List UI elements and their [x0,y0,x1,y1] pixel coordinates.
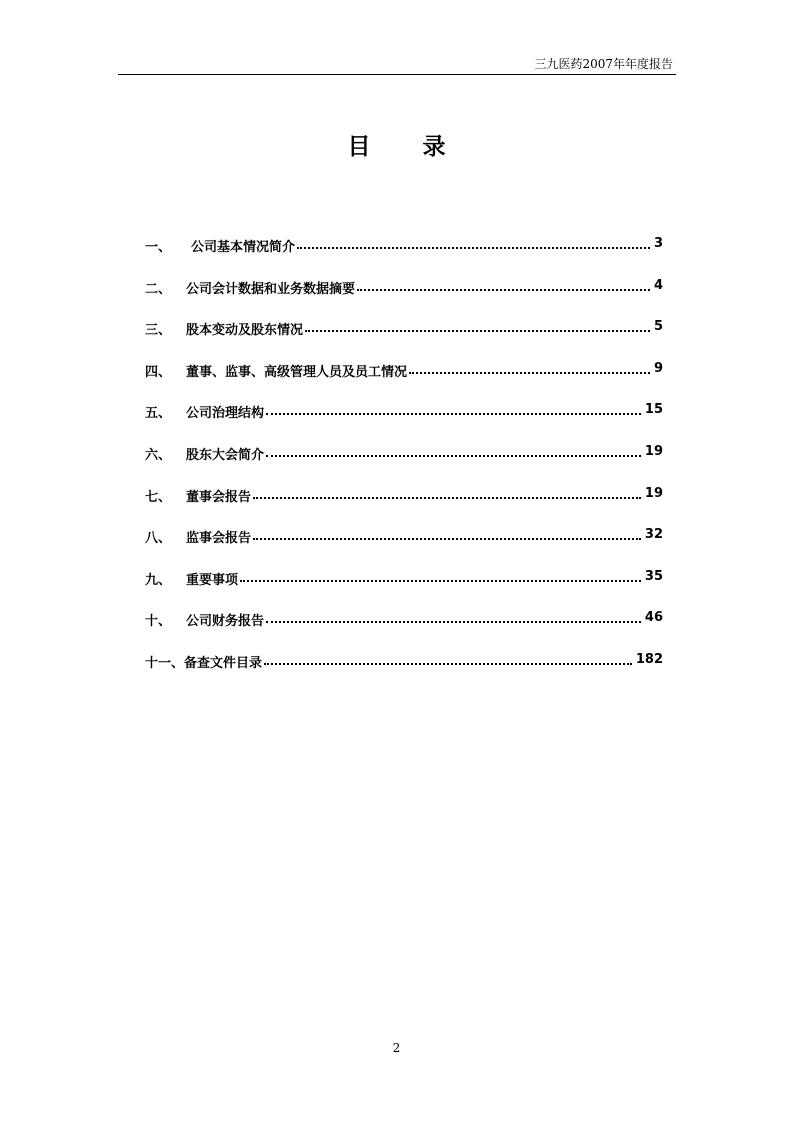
toc-entry-number: 七、 [145,489,172,505]
toc-leader-dots [264,663,632,665]
toc-entry[interactable] [145,444,665,486]
toc-title: 目 录 [347,134,468,160]
toc-entry-number: 二、 [145,281,172,297]
toc-entry-page: 19 [641,486,663,501]
toc-entry-number: 六、 [145,447,172,463]
toc-entry-label: 股东大会简介 [186,444,266,463]
toc-leader-dots [253,538,641,540]
toc-entry[interactable] [145,402,665,444]
toc-entry[interactable] [145,569,665,611]
toc-entry-page: 46 [641,610,663,625]
toc-entry-page: 19 [641,444,663,459]
toc-entry-page: 15 [641,402,663,417]
toc-entry-label: 公司基本情况简介 [191,236,297,255]
toc-entry-label: 重要事项 [186,569,240,588]
toc-leader-dots [409,372,650,374]
toc-entry-number: 五、 [145,406,172,422]
toc-entry-label: 董事会报告 [186,486,253,505]
toc-entry[interactable] [145,278,665,320]
toc-leader-dots [240,580,641,582]
toc-list [145,236,665,694]
toc-entry-number: 十一、 [145,655,185,671]
toc-leader-dots [305,330,650,332]
toc-entry-label: 公司会计数据和业务数据摘要 [186,278,357,297]
toc-entry[interactable] [145,486,665,528]
toc-entry[interactable] [145,610,665,652]
toc-entry-label: 公司治理结构 [186,402,266,421]
toc-entry-label: 股本变动及股东情况 [186,319,305,338]
toc-entry-page: 5 [650,319,663,334]
toc-entry-number: 四、 [145,364,172,380]
toc-entry-page: 182 [632,652,663,667]
page-number: 2 [392,1041,401,1055]
toc-leader-dots [297,247,650,249]
toc-entry[interactable] [145,527,665,569]
toc-entry-page: 32 [641,527,663,542]
toc-leader-dots [266,455,641,457]
toc-leader-dots [357,289,650,291]
toc-entry-number: 十、 [145,614,172,630]
toc-entry-number: 三、 [145,323,172,339]
running-header: 三九医药2007年年度报告 [534,57,673,71]
toc-leader-dots [253,497,641,499]
toc-entry-page: 3 [650,236,663,251]
toc-entry-label: 董事、监事、高级管理人员及员工情况 [186,361,409,380]
toc-entry-page: 35 [641,569,663,584]
toc-entry[interactable] [145,652,665,694]
toc-entry-label: 备查文件目录 [184,652,264,671]
toc-entry[interactable] [145,319,665,361]
toc-entry-label: 公司财务报告 [186,610,266,629]
toc-leader-dots [266,413,641,415]
toc-entry-number: 一、 [145,240,172,255]
toc-entry[interactable] [145,236,665,278]
toc-entry-number: 九、 [145,572,172,588]
toc-entry[interactable] [145,361,665,403]
header-divider [118,74,676,75]
toc-entry-label: 监事会报告 [186,527,253,546]
toc-entry-page: 4 [650,278,663,293]
toc-leader-dots [266,621,641,623]
toc-entry-page: 9 [650,361,663,376]
toc-entry-number: 八、 [145,531,172,547]
